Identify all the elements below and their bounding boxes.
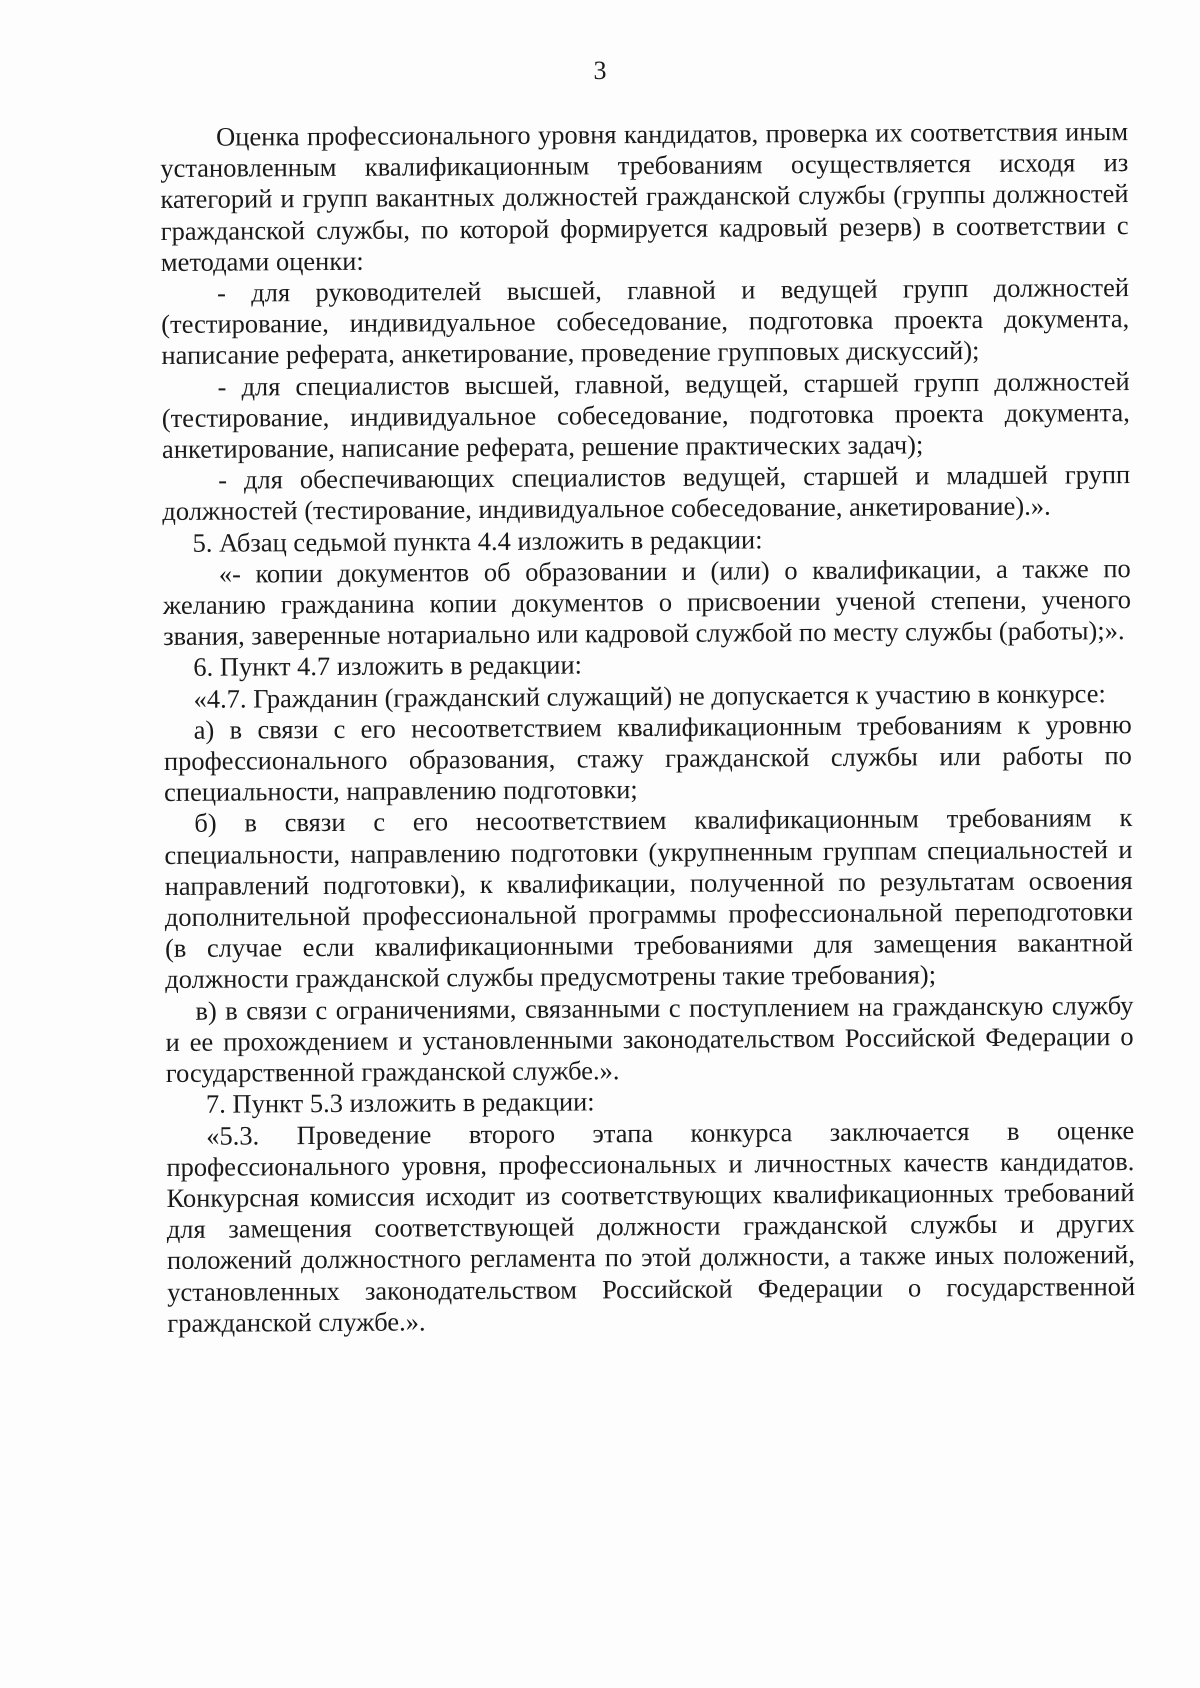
paragraph-item-5: 5. Абзац седьмой пункта 4.4 изложить в редакции: xyxy=(192,523,763,558)
paragraph-item-5-text: «- копии документов об образовании и (или) о квалификации, а также по желанию гражданина копии документов о присвоении ученой степени, ученого звания, заверенные нотариально или кадровой службой по месту службы (работы);». xyxy=(162,552,1132,652)
paragraph-managers-methods: - для руководителей высшей, главной и ведущей групп должностей (тестирование, индивидуальное собеседование, подготовка проекта документа, написание реферата, анкетирование, проведение групповых дискуссий); xyxy=(161,272,1130,371)
paragraph-item-7: 7. Пункт 5.3 изложить в редакции: xyxy=(205,1086,595,1120)
paragraph-item-a: а) в связи с его несоответствием квалификационным требованиям к уровню профессионального образования, стажу гражданской службы или работы по специальности, направлению подготовки; xyxy=(163,708,1132,808)
paragraph-specialists-methods: - для специалистов высшей, главной, ведущей, старшей групп должностей (тестирование, индивидуальное собеседование, подготовка проекта документа, анкетирование, написание реферата, решение практических задач); xyxy=(161,365,1130,465)
paragraph-assessment-intro: Оценка профессионального уровня кандидатов, проверка их соответствия иным установленным квалификационным требованиям осуществляется исходя из категорий и групп вакантных должностей гражданской службы (группы должностей гражданской службы, по которой формируется кадровый резерв) в соответствии с методами оценки: xyxy=(160,116,1129,277)
paragraph-item-5-3: «5.3. Проведение второго этапа конкурса заключается в оценке профессионального уровня, профессиональных и личностных качеств кандидатов. Конкурсная комиссия исходит из соответствующих квалификационных требований для замещения соответствующей должности гражданской службы и других положений должностного регламента по этой должности, а также иных положений, установленных законодательством Российской Федерации о государственной гражданской службе.». xyxy=(166,1114,1136,1338)
paragraph-support-specialists-methods: - для обеспечивающих специалистов ведущей, старшей и младшей групп должностей (тестирование, индивидуальное собеседование, анкетирование).». xyxy=(162,459,1131,527)
paragraph-item-6: 6. Пункт 4.7 изложить в редакции: xyxy=(193,649,583,683)
page-number: 3 xyxy=(593,56,607,85)
paragraph-item-b: б) в связи с его несоответствием квалификационным требованиям к специальности, направлению подготовки (укрупненным группам специальностей и направлений подготовки), к квалификации, полученной по результатам освоения дополнительной профессиональной программы профессиональной переподготовки (в случае если квалификационными требованиями для замещения вакантной должности гражданской службы предусмотрены такие требования); xyxy=(164,802,1134,995)
paragraph-item-v: в) в связи с ограничениями, связанными с поступлением на гражданскую службу и ее прохождением и установленными законодательством Российской Федерации о государственной гражданской службе.». xyxy=(165,989,1134,1089)
document-body xyxy=(160,116,1135,1339)
paragraph-item-4-7: «4.7. Гражданин (гражданский служащий) не допускается к участию в конкурсе: xyxy=(193,677,1106,714)
